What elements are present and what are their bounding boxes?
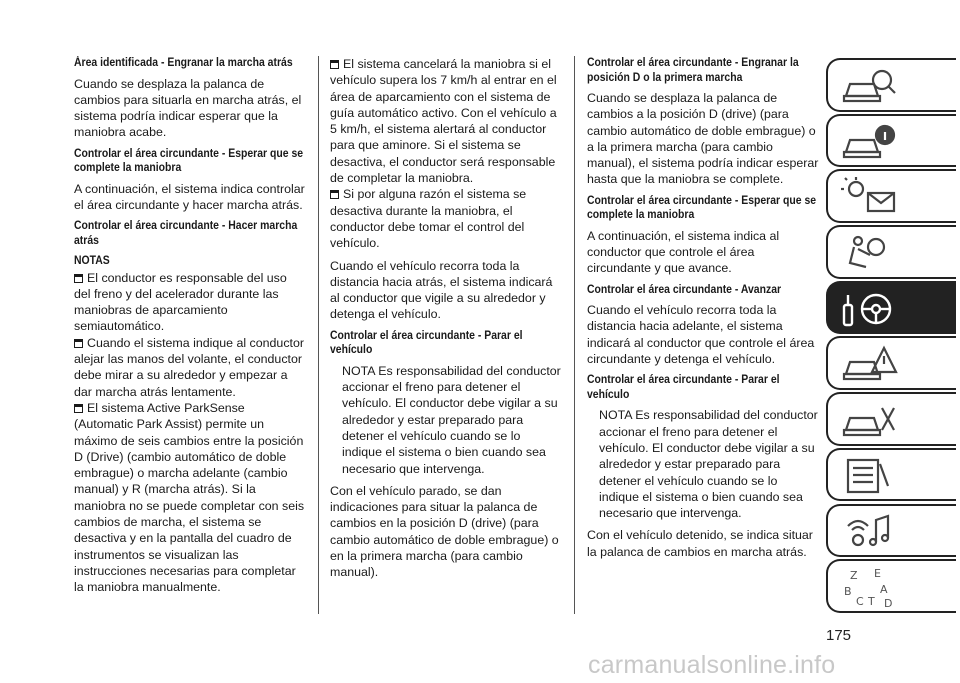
tab-key-steering-wheel[interactable] (826, 281, 956, 335)
bullet-icon (74, 339, 83, 348)
paragraph: Cuando el vehículo recorra toda la distancia hacia adelante, el sistema indicará al conductor que controle el área circundante y detenga el vehículo. (587, 303, 815, 367)
svg-text:Z: Z (850, 569, 858, 583)
section-heading: Controlar el área circundante - Esperar que se complete la maniobra (587, 193, 817, 222)
car-info-icon (840, 122, 900, 162)
tab-airbag-seat[interactable] (826, 225, 956, 279)
airbag-seat-icon (840, 233, 900, 273)
paragraph: Cuando se desplaza la palanca de cambios a la posición D (drive) (para cambio automático de doble embrague) o a la primera marcha (para cambio manual), el sistema podría indicar esperar hasta que la maniobra se complete. (587, 91, 819, 187)
section-heading: Área identificada - Engranar la marcha atrás (74, 56, 293, 69)
svg-text:T: T (868, 595, 875, 609)
note-bullet: El conductor es responsable del uso del freno y del acelerador durante las maniobras de aparcamiento semiautomático. (74, 270, 287, 334)
bullet-icon (74, 404, 83, 413)
tab-car-info[interactable] (826, 114, 956, 168)
car-crash-warning-icon (840, 344, 900, 384)
media-satellite-icon (840, 512, 900, 552)
bullet-icon (330, 60, 339, 69)
car-tools-icon (840, 400, 900, 440)
column-3 (587, 56, 819, 566)
section-heading: Controlar el área circundante - Avanzar (587, 282, 782, 296)
tab-car-search[interactable] (826, 58, 956, 112)
tab-lights-message[interactable] (826, 169, 956, 223)
car-search-icon (840, 66, 900, 106)
watermark: carmanualsonline.info (588, 651, 836, 679)
key-steering-wheel-icon (840, 289, 900, 331)
chapter-tabs (826, 58, 956, 615)
svg-text:B: B (844, 585, 852, 599)
paragraph: Con el vehículo detenido, se indica situar la palanca de cambios en marcha atrás. (587, 528, 813, 559)
section-heading: Controlar el área circundante - Parar el vehículo (330, 328, 523, 357)
section-heading: Controlar el área circundante - Esperar que se complete la maniobra (74, 146, 304, 175)
notes-heading: NOTAS (74, 254, 110, 268)
column-divider (574, 56, 575, 614)
svg-text:E: E (874, 567, 881, 581)
specifications-list-icon (840, 456, 900, 496)
column-1 (74, 56, 306, 596)
tab-car-crash-warning[interactable] (826, 336, 956, 390)
svg-text:A: A (880, 583, 888, 597)
section-heading: Controlar el área circundante - Parar el vehículo (587, 373, 780, 401)
paragraph: Cuando el vehículo recorra toda la distancia hacia atrás, el sistema indicará al conductor que vigile a su alrededor y detenga el vehículo. (330, 258, 553, 322)
svg-text:D: D (884, 597, 893, 610)
section-heading: Controlar el área circundante - Engranar la posición D o la primera marcha (587, 56, 799, 84)
note-bullet: El sistema Active ParkSense (Automatic Park Assist) permite un máximo de seis cambios entre la posición D (Drive) (cambio automático de doble embrague) o marcha adelante (cambio manual) y R (marcha atrás). Si la maniobra no se puede completar con seis cambios de marcha, el sistema se desactiva y en la pantalla del cuadro de instrumentos se visualizan las instrucciones necesarias para completar la maniobra manualmente. (74, 400, 305, 595)
svg-text:C: C (856, 595, 864, 609)
paragraph: Con el vehículo parado, se dan indicaciones para situar la palanca de cambios en la posición D (drive) (para cambio automático de doble embrague) o en la primera marcha (para cambio manual). (330, 483, 559, 580)
page-number: 175 (826, 627, 852, 644)
bullet-icon (330, 190, 339, 199)
section-heading: Controlar el área circundante - Hacer marcha atrás (74, 219, 298, 247)
paragraph: Cuando se desplaza la palanca de cambios para situarla en marcha atrás, el sistema podría indicar esperar que la maniobra acabe. (74, 76, 302, 140)
column-2 (330, 56, 562, 587)
tab-specifications-list[interactable] (826, 448, 956, 502)
alphabet-index-icon (840, 567, 900, 609)
note-paragraph: NOTA Es responsabilidad del conductor accionar el freno para detener el vehículo. El conductor debe vigilar a su alrededor y estar preparado para detener el vehículo cuando se lo indique el sistema o bien cuando sea necesario que intervenga. (342, 363, 561, 476)
column-divider (318, 56, 319, 614)
tab-alphabet-index[interactable] (826, 559, 956, 613)
paragraph: A continuación, el sistema indica controlar el área circundante y hacer marcha atrás. (74, 181, 305, 212)
note-bullet: Si por alguna razón el sistema se desactiva durante la maniobra, el conductor debe tomar el control del vehículo. (330, 187, 527, 251)
tab-car-tools[interactable] (826, 392, 956, 446)
note-bullet: El sistema cancelará la maniobra si el vehículo supera los 7 km/h al entrar en el área de aparcamiento con el sistema de guía automático activo. Con el vehículo a 5 km/h, el sistema alertará al conductor para que aminore. Si el sistema se desactiva, el conductor será responsable de completar la maniobra. (330, 57, 557, 186)
note-paragraph: NOTA Es responsabilidad del conductor accionar el freno para detener el vehículo. El conductor debe vigilar a su alrededor y estar preparado para detener el vehículo cuando se lo indique el sistema o bien cuando sea necesario que intervenga. (599, 408, 818, 521)
note-bullet: Cuando el sistema indique al conductor alejar las manos del volante, el conductor debe mirar a su alrededor y empezar a dar marcha atrás lentamente. (74, 335, 304, 399)
tab-media-satellite[interactable] (826, 504, 956, 558)
lights-message-icon (840, 177, 900, 217)
bullet-icon (74, 274, 83, 283)
paragraph: A continuación, el sistema indica al conductor que controle el área circundante y que avance. (587, 228, 780, 276)
